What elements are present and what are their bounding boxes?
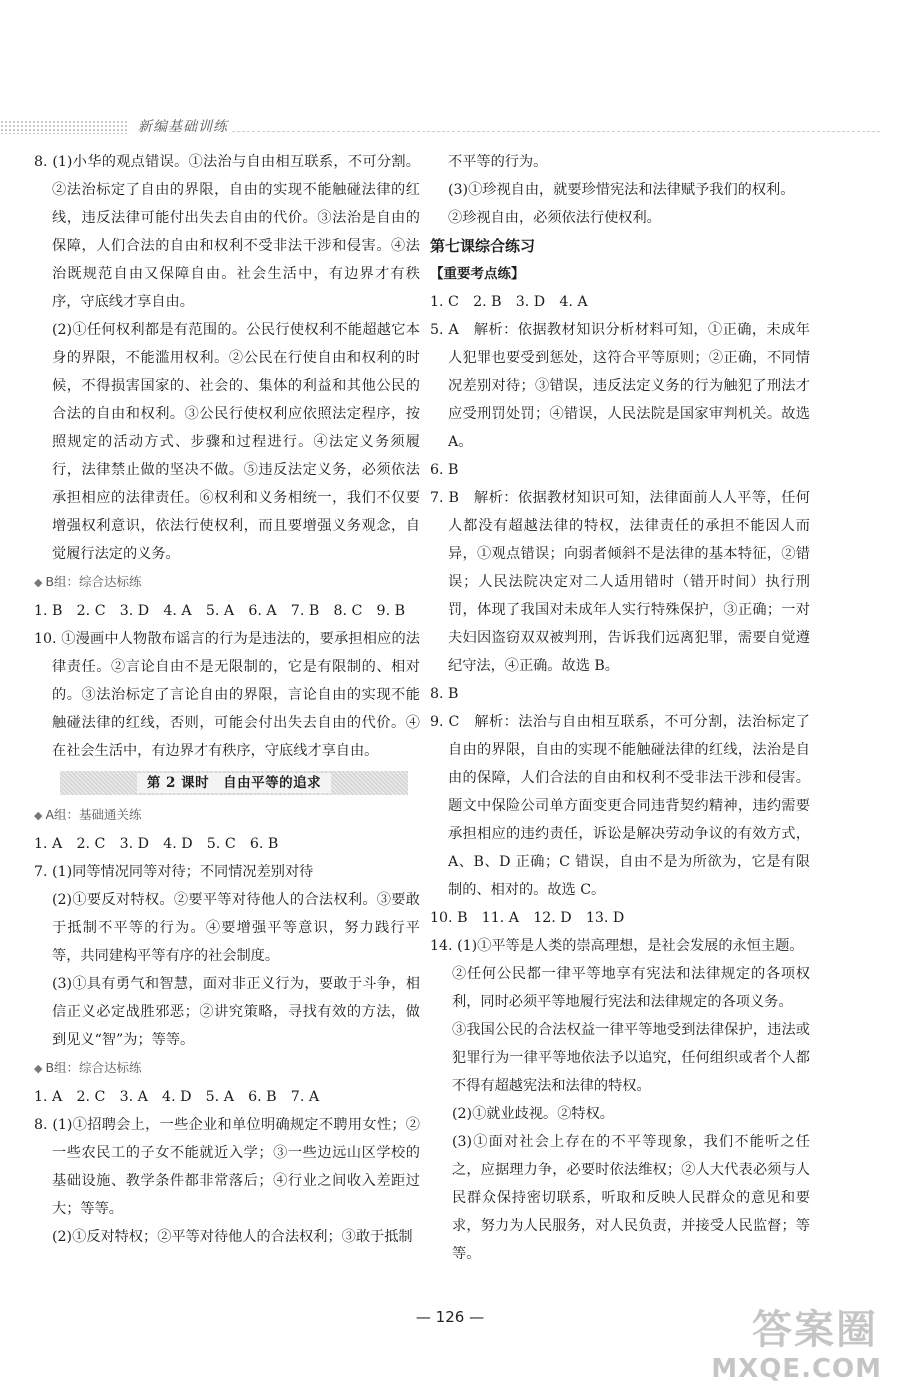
- answers-a: 1. A 2. C 3. D 4. D 5. C 6. B: [34, 836, 279, 852]
- group-label-a: [34, 801, 420, 830]
- diamond-icon: ◆: [34, 576, 43, 589]
- answer-q10: 10. ①漫画中人物散布谣言的行为是违法的，要承担相应的法律责任。②言论自由不是无限制的，它是有限制的、相对的。③法治标定了言论自由的界限，言论自由的实现不能触碰法律的红线，否则，可能会付出失去自由的代价。④在社会生活中，有边界才有秩序，守底线才享自由。: [34, 631, 420, 759]
- answer-q6: 6. B: [430, 462, 459, 478]
- answer-q7: 7. B 解析：依据教材知识可知，法律面前人人平等，任何人都没有超越法律的特权，法律责任的承担不能因人而异，①观点错误；向弱者倾斜不是法律的基本特征，②错误；人民法院决定对二人适用错时（错开时间）执行刑罚，体现了我国对未成年人实行特殊保护，③正确；一对夫妇因盗窃双双被判刑，告诉我们远离犯罪，需要自觉遵纪守法，④正确。故选 B。: [430, 490, 810, 674]
- key-points-heading: 【重要考点练】: [430, 266, 525, 282]
- watermark-line2: MXQE.COM: [711, 1354, 882, 1384]
- diamond-icon: ◆: [34, 1062, 43, 1075]
- right-column: [430, 148, 810, 1268]
- answers-1-4: 1. C 2. B 3. D 4. A: [430, 294, 588, 310]
- answer-q8b-part3b: ②珍视自由，必须依法行使权利。: [448, 210, 661, 226]
- group-label-a-text: A组：基础通关练: [45, 807, 142, 822]
- left-column: [34, 148, 420, 1251]
- header-dot-pattern: [0, 120, 128, 134]
- page-header: [0, 116, 900, 138]
- answer-q7-part2: (2)①要反对特权。②要平等对待他人的合法权利。③要敢于抵制不平等的行为。④要增强平等意识，努力践行平等，共同建构平等有序的社会制度。: [52, 892, 420, 964]
- lesson-banner: [60, 771, 408, 795]
- answer-q14-part3: (3)①面对社会上存在的不平等现象，我们不能听之任之，应据理力争，必要时依法维权；②人大代表必须与人民群众保持密切联系，听取和反映人民群众的意见和要求，努力为人民服务，对人民负责，并接受人民监督；等等。: [452, 1134, 810, 1262]
- header-title: 新编基础训练: [138, 119, 228, 135]
- answer-q14-part1b: ②任何公民都一律平等地享有宪法和法律规定的各项权利，同时必须平等地履行宪法和法律规定的各项义务。: [452, 966, 810, 1010]
- header-rule: [232, 131, 880, 132]
- answers-10-13: 10. B 11. A 12. D 13. D: [430, 910, 625, 926]
- answer-q8b-continued: 不平等的行为。: [448, 154, 548, 170]
- answer-q8b-part2: (2)①反对特权；②平等对待他人的合法权利；③敢于抵制: [52, 1229, 413, 1245]
- group-label-b1: [34, 568, 420, 597]
- group-label-b2-text: B组：综合达标练: [45, 1060, 142, 1075]
- answer-q7-part3: (3)①具有勇气和智慧，面对非正义行为，要敢于斗争，相信正义必定战胜邪恶；②讲究策略，寻找有效的方法，做到见义“智”为；等等。: [52, 976, 420, 1048]
- answer-q8-part2: (2)①任何权利都是有范围的。公民行使权利不能超越它本身的界限，不能滥用权利。②公民在行使自由和权利的时候，不得损害国家的、社会的、集体的利益和其他公民的合法的自由和权利。③公民行使权利应依照法定程序，按照规定的活动方式、步骤和过程进行。④法定义务须履行，法律禁止做的坚决不做。⑤违反法定义务，必须依法承担相应的法律责任。⑥权利和义务相统一，我们不仅要增强权利意识，依法行使权利，而且要增强义务观念，自觉履行法定的义务。: [52, 322, 420, 562]
- answer-q8: 8. B: [430, 686, 459, 702]
- answers-b1: 1. B 2. C 3. D 4. A 5. A 6. A 7. B 8. C 9. B: [34, 603, 406, 619]
- watermark: [696, 1298, 886, 1384]
- answer-q7-part1: 7. (1)同等情况同等对待；不同情况差别对待: [34, 864, 314, 880]
- group-label-b1-text: B组：综合达标练: [45, 574, 142, 589]
- diamond-icon: ◆: [34, 809, 43, 822]
- answer-q8-part1: 8. (1)小华的观点错误。①法治与自由相互联系，不可分割。②法治标定了自由的界限，自由的实现不能触碰法律的红线，违反法律可能付出失去自由的代价。③法治是自由的保障，人们合法的自由和权利不受非法干涉和侵害。④法治既规范自由又保障自由。社会生活中，有边界才有秩序，守底线才享自由。: [34, 154, 420, 310]
- watermark-line1: 答案圈: [752, 1307, 878, 1353]
- answer-q14-part2: (2)①就业歧视。②特权。: [452, 1106, 614, 1122]
- answers-b2: 1. A 2. C 3. A 4. D 5. A 6. B 7. A: [34, 1089, 320, 1105]
- answer-q8b-part1: 8. (1)①招聘会上，一些企业和单位明确规定不聘用女性；②一些农民工的子女不能就近入学；③一些边远山区学校的基础设施、教学条件都非常落后；④行业之间收入差距过大；等等。: [34, 1117, 420, 1217]
- answer-q5: 5. A 解析：依据教材知识分析材料可知，①正确，未成年人犯罪也要受到惩处，这符合平等原则；②正确，不同情况差别对待；③错误，违反法定义务的行为触犯了刑法才应受刑罚处罚；④错误，人民法院是国家审判机关。故选 A。: [430, 322, 810, 450]
- group-label-b2: [34, 1054, 420, 1083]
- lesson-banner-title: 第 2 课时 自由平等的追求: [137, 773, 331, 793]
- section-title: 第七课综合练习: [430, 237, 536, 255]
- answer-q14-part1a: 14. (1)①平等是人类的崇高理想，是社会发展的永恒主题。: [430, 938, 804, 954]
- page-number: — 126 —: [415, 1308, 485, 1326]
- answer-q9: 9. C 解析：法治与自由相互联系，不可分割，法治标定了自由的界限，自由的实现不能触碰法律的红线，法治是自由的保障，人们合法的自由和权利不受非法干涉和侵害。题文中保险公司单方面变更合同违背契约精神，违约需要承担相应的违约责任，诉讼是解决劳动争议的有效方式，A、B、D 正确；C 错误，自由不是为所欲为，它是有限制的、相对的。故选 C。: [430, 714, 810, 898]
- answer-q8b-part3a: (3)①珍视自由，就要珍惜宪法和法律赋予我们的权利。: [448, 182, 795, 198]
- answer-q14-part1c: ③我国公民的合法权益一律平等地受到法律保护，违法或犯罪行为一律平等地依法予以追究，任何组织或者个人都不得有超越宪法和法律的特权。: [452, 1022, 810, 1094]
